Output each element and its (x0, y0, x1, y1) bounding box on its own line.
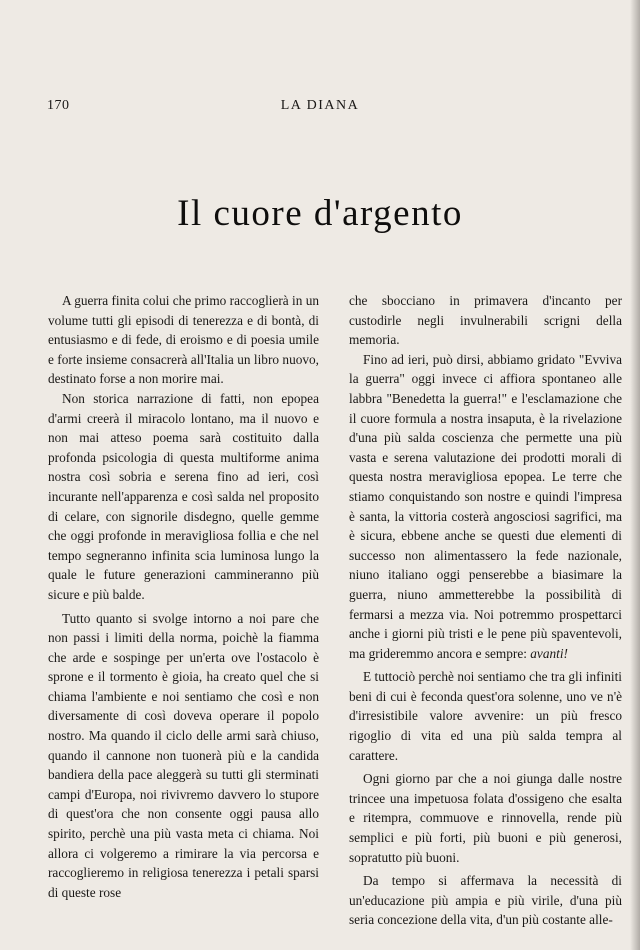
paragraph: Non storica narrazione di fatti, non epopea d'armi creerà il miracolo lontano, ma il nuovo e non mai atteso poema sarà costituito dalla profonda psicologia di questa multiforme anima nostra così sobria e serena fino ad ieri, così incurante nell'apparenza e così salda nel proposito di celare, con signorile disdegno, quelle gemme che oggi profonde in meravigliosa follia e che nel tempo segneranno infinita scia luminosa lungo la quale le future generazioni cammineranno più sicure e più balde. (48, 390, 319, 602)
page-number: 170 (47, 98, 70, 113)
paragraph: che sbocciano in primavera d'incanto per custodirle negli invulnerabili scrigni della memoria. (349, 293, 622, 348)
paragraph: Tutto quanto si svolge intorno a noi pare che non passi i limiti della norma, poichè la fiamma che arde e sospinge per un'erta ove l'ostacolo è sprone e il tormento è gioia, ha creato quel che si chiama l'ambiente e noi sentiamo che così e non diversamente di così doveva operare il popolo nostro. Ma quando il ciclo delle armi sarà chiuso, quando il cannone non tuonerà più e la candida bandiera della pace aleggerà su tutti gli sterminati campi d'Europa, noi rivivremo davvero lo stupore di quest'ora che non consente oggi pausa allo spirito, perchè una più vasta meta ci chiama. Noi allora ci volgeremo a rimirare la via percorsa e raccoglieremo in religiosa tenerezza i petali sparsi di queste rose (48, 610, 319, 900)
article-title: Il cuore d'argento (177, 193, 463, 234)
paragraph (349, 350, 622, 664)
left-column (48, 291, 319, 902)
paragraph: A guerra finita colui che primo raccoglierà in un volume tutti gli episodi di tenerezza e di bontà, di entusiasmo e di fede, di eroismo e di poesia umile e forte insieme consacrerà all'Italia un libro nuovo, destinato forse a non morire mai. (48, 293, 319, 387)
right-column (349, 291, 622, 930)
paragraph: Da tempo si affermava la necessità di un'educazione più ampia e più virile, d'una più seria concezione della vita, d'un più costante alle- (349, 873, 622, 928)
paragraph-text: Fino ad ieri, può dirsi, abbiamo gridato "Evviva la guerra" oggi invece ci affiora spontaneo alle labbra "Benedetta la guerra!" e l'esclamazione che il cuore formula a nostra insaputa, è la rivelazione d'una più salda coscienza che permette una più vasta e serena valutazione dei prodotti morali di questa nostra meravigliosa epopea. Le terre che stiamo conquistando son nostre e quindi l'impresa è santa, la vittoria costerà angosciosi sagrifici, ma è sicura, ebbene anche se questi due elementi di successo non alimentassero la fede nazionale, niuno italiano oggi penserebbe a biasimare la guerra, niuno ammetterebbe la possibilità di fermarsi a mezza via. Noi potremmo prospettarci anche i giorni più tristi e le pene più spaventevoli, ma grideremmo ancora e sempre: (349, 351, 622, 661)
page-edge-shadow (630, 0, 640, 950)
paragraph: Ogni giorno par che a noi giunga dalle nostre trincee una impetuosa folata d'ossigeno che esalta e ritempra, commuove e rinnovella, rende più semplici e più forti, più buoni e più generosi, sopratutto più buoni. (349, 771, 622, 865)
paragraph: E tuttociò perchè noi sentiamo che tra gli infiniti beni di cui è feconda quest'ora solenne, uno ve n'è d'irresistibile valore avvenire: un più fresco rigoglio di vita ed una più salda tempra al carattere. (349, 669, 622, 763)
running-head: LA DIANA (280, 98, 360, 113)
italic-exclamation: avanti! (530, 645, 568, 661)
